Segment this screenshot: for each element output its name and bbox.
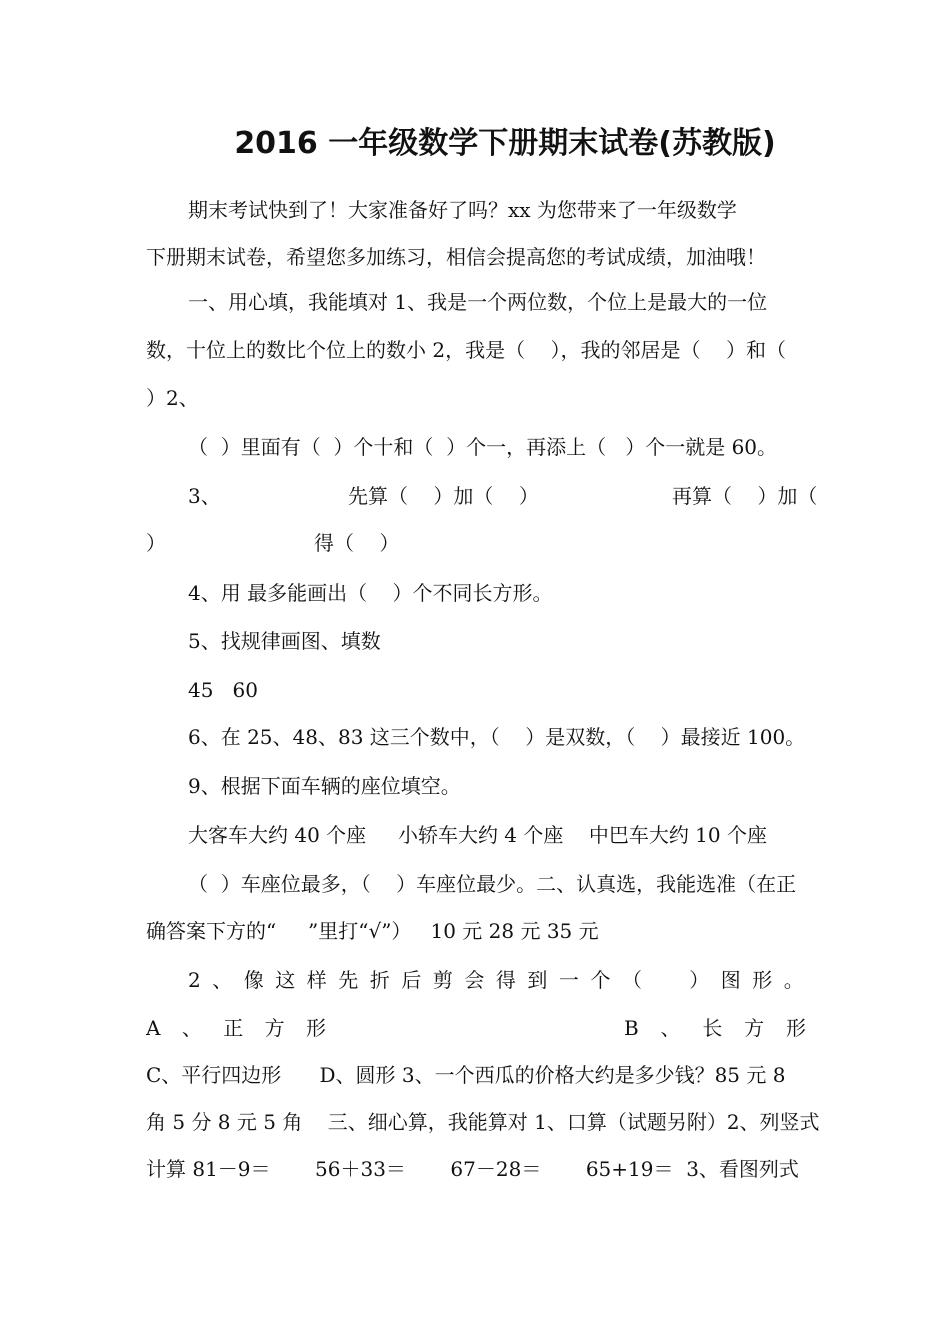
option-b-char: 、 xyxy=(660,1016,681,1040)
q2-char: 剪 xyxy=(432,968,453,992)
q2-char: 后 xyxy=(401,968,422,992)
option-a-char: A xyxy=(146,1016,161,1040)
q2-char: 样 xyxy=(306,968,327,992)
question-5-numbers: 45 60 xyxy=(188,678,258,702)
q2-char: （ xyxy=(621,968,642,992)
question-3-result: 得（ ） xyxy=(314,531,400,555)
q2-char: 2 xyxy=(188,968,201,992)
q2-char: 。 xyxy=(783,968,804,992)
vertical-calculation-line: 计算 81－9＝ 56＋33＝ 67－28＝ 65+19＝ 3、看图列式 xyxy=(146,1157,799,1181)
question-2-line: （ ）里面有（ ）个十和（ ）个一，再添上（ ）个一就是 60。 xyxy=(188,435,778,459)
q2-char: 先 xyxy=(338,968,359,992)
q2-char: 图 xyxy=(720,968,741,992)
question-3-number: 3、 xyxy=(188,484,221,508)
q2-char: 折 xyxy=(369,968,390,992)
section-3-line: 角 5 分 8 元 5 角 三、细心算，我能算对 1、口算（试题另附）2、列竖式 xyxy=(146,1110,820,1134)
option-a-char: 形 xyxy=(305,1016,326,1040)
option-b-char: B xyxy=(624,1016,639,1040)
q2-char: 会 xyxy=(464,968,485,992)
q2-char: 到 xyxy=(527,968,548,992)
section-1-line-1: 一、用心填，我能填对 1、我是一个两位数，个位上是最大的一位 xyxy=(188,290,768,314)
q2-char xyxy=(671,965,677,995)
q2-char: 得 xyxy=(495,968,516,992)
q2-char: 一 xyxy=(558,968,579,992)
q2-char: ） xyxy=(689,968,710,992)
option-b-char: 方 xyxy=(744,1016,765,1040)
question-5-line: 5、找规律画图、填数 xyxy=(188,629,381,653)
question-3-first-step: 先算（ ）加（ ） xyxy=(348,484,539,508)
option-b xyxy=(624,1013,806,1043)
intro-line-2: 下册期末试卷，希望您多加练习，相信会提高您的考试成绩，加油哦！ xyxy=(146,245,766,269)
option-a-char: 正 xyxy=(223,1016,244,1040)
option-a-char: 、 xyxy=(181,1016,202,1040)
option-b-char: 形 xyxy=(785,1016,806,1040)
q2-char: 个 xyxy=(590,968,611,992)
question-6-line: 6、在 25、48、83 这三个数中，（ ）是双数，（ ）最接近 100。 xyxy=(188,725,806,749)
section-2-instruction: 确答案下方的“ ”里打“√”） 10 元 28 元 35 元 xyxy=(146,919,599,943)
options-c-d-and-question-3: C、平行四边形 D、圆形 3、一个西瓜的价格大约是多少钱？85 元 8 xyxy=(146,1063,786,1087)
question-1-line-3: ）2、 xyxy=(146,386,199,410)
question-3-second-step: 再算（ ）加（ xyxy=(672,484,818,508)
option-a-char: 方 xyxy=(264,1016,285,1040)
question-9-vehicles: 大客车大约 40 个座 小轿车大约 4 个座 中巴车大约 10 个座 xyxy=(188,823,767,847)
option-a xyxy=(146,1013,326,1043)
section-2-question-2 xyxy=(188,965,804,995)
q2-char: 这 xyxy=(275,968,296,992)
question-3-close-paren: ） xyxy=(146,531,166,555)
intro-line-1: 期末考试快到了！大家准备好了吗？xx 为您带来了一年级数学 xyxy=(188,198,737,222)
q2-char: 像 xyxy=(243,968,264,992)
question-1-line-2: 数，十位上的数比个位上的数小 2，我是（ ），我的邻居是（ ）和（ xyxy=(146,338,786,362)
q2-char xyxy=(653,965,659,995)
question-4-line: 4、用 最多能画出（ ）个不同长方形。 xyxy=(188,581,553,605)
question-9-blanks-and-section-2: （ ）车座位最多，（ ）车座位最少。二、认真选，我能选准（在正 xyxy=(188,872,797,896)
question-9-line: 9、根据下面车辆的座位填空。 xyxy=(188,774,461,798)
q2-char: 形 xyxy=(752,968,773,992)
page-title: 2016 一年级数学下册期末试卷(苏教版) xyxy=(234,126,776,161)
q2-char: 、 xyxy=(212,968,233,992)
option-b-char: 长 xyxy=(702,1016,723,1040)
